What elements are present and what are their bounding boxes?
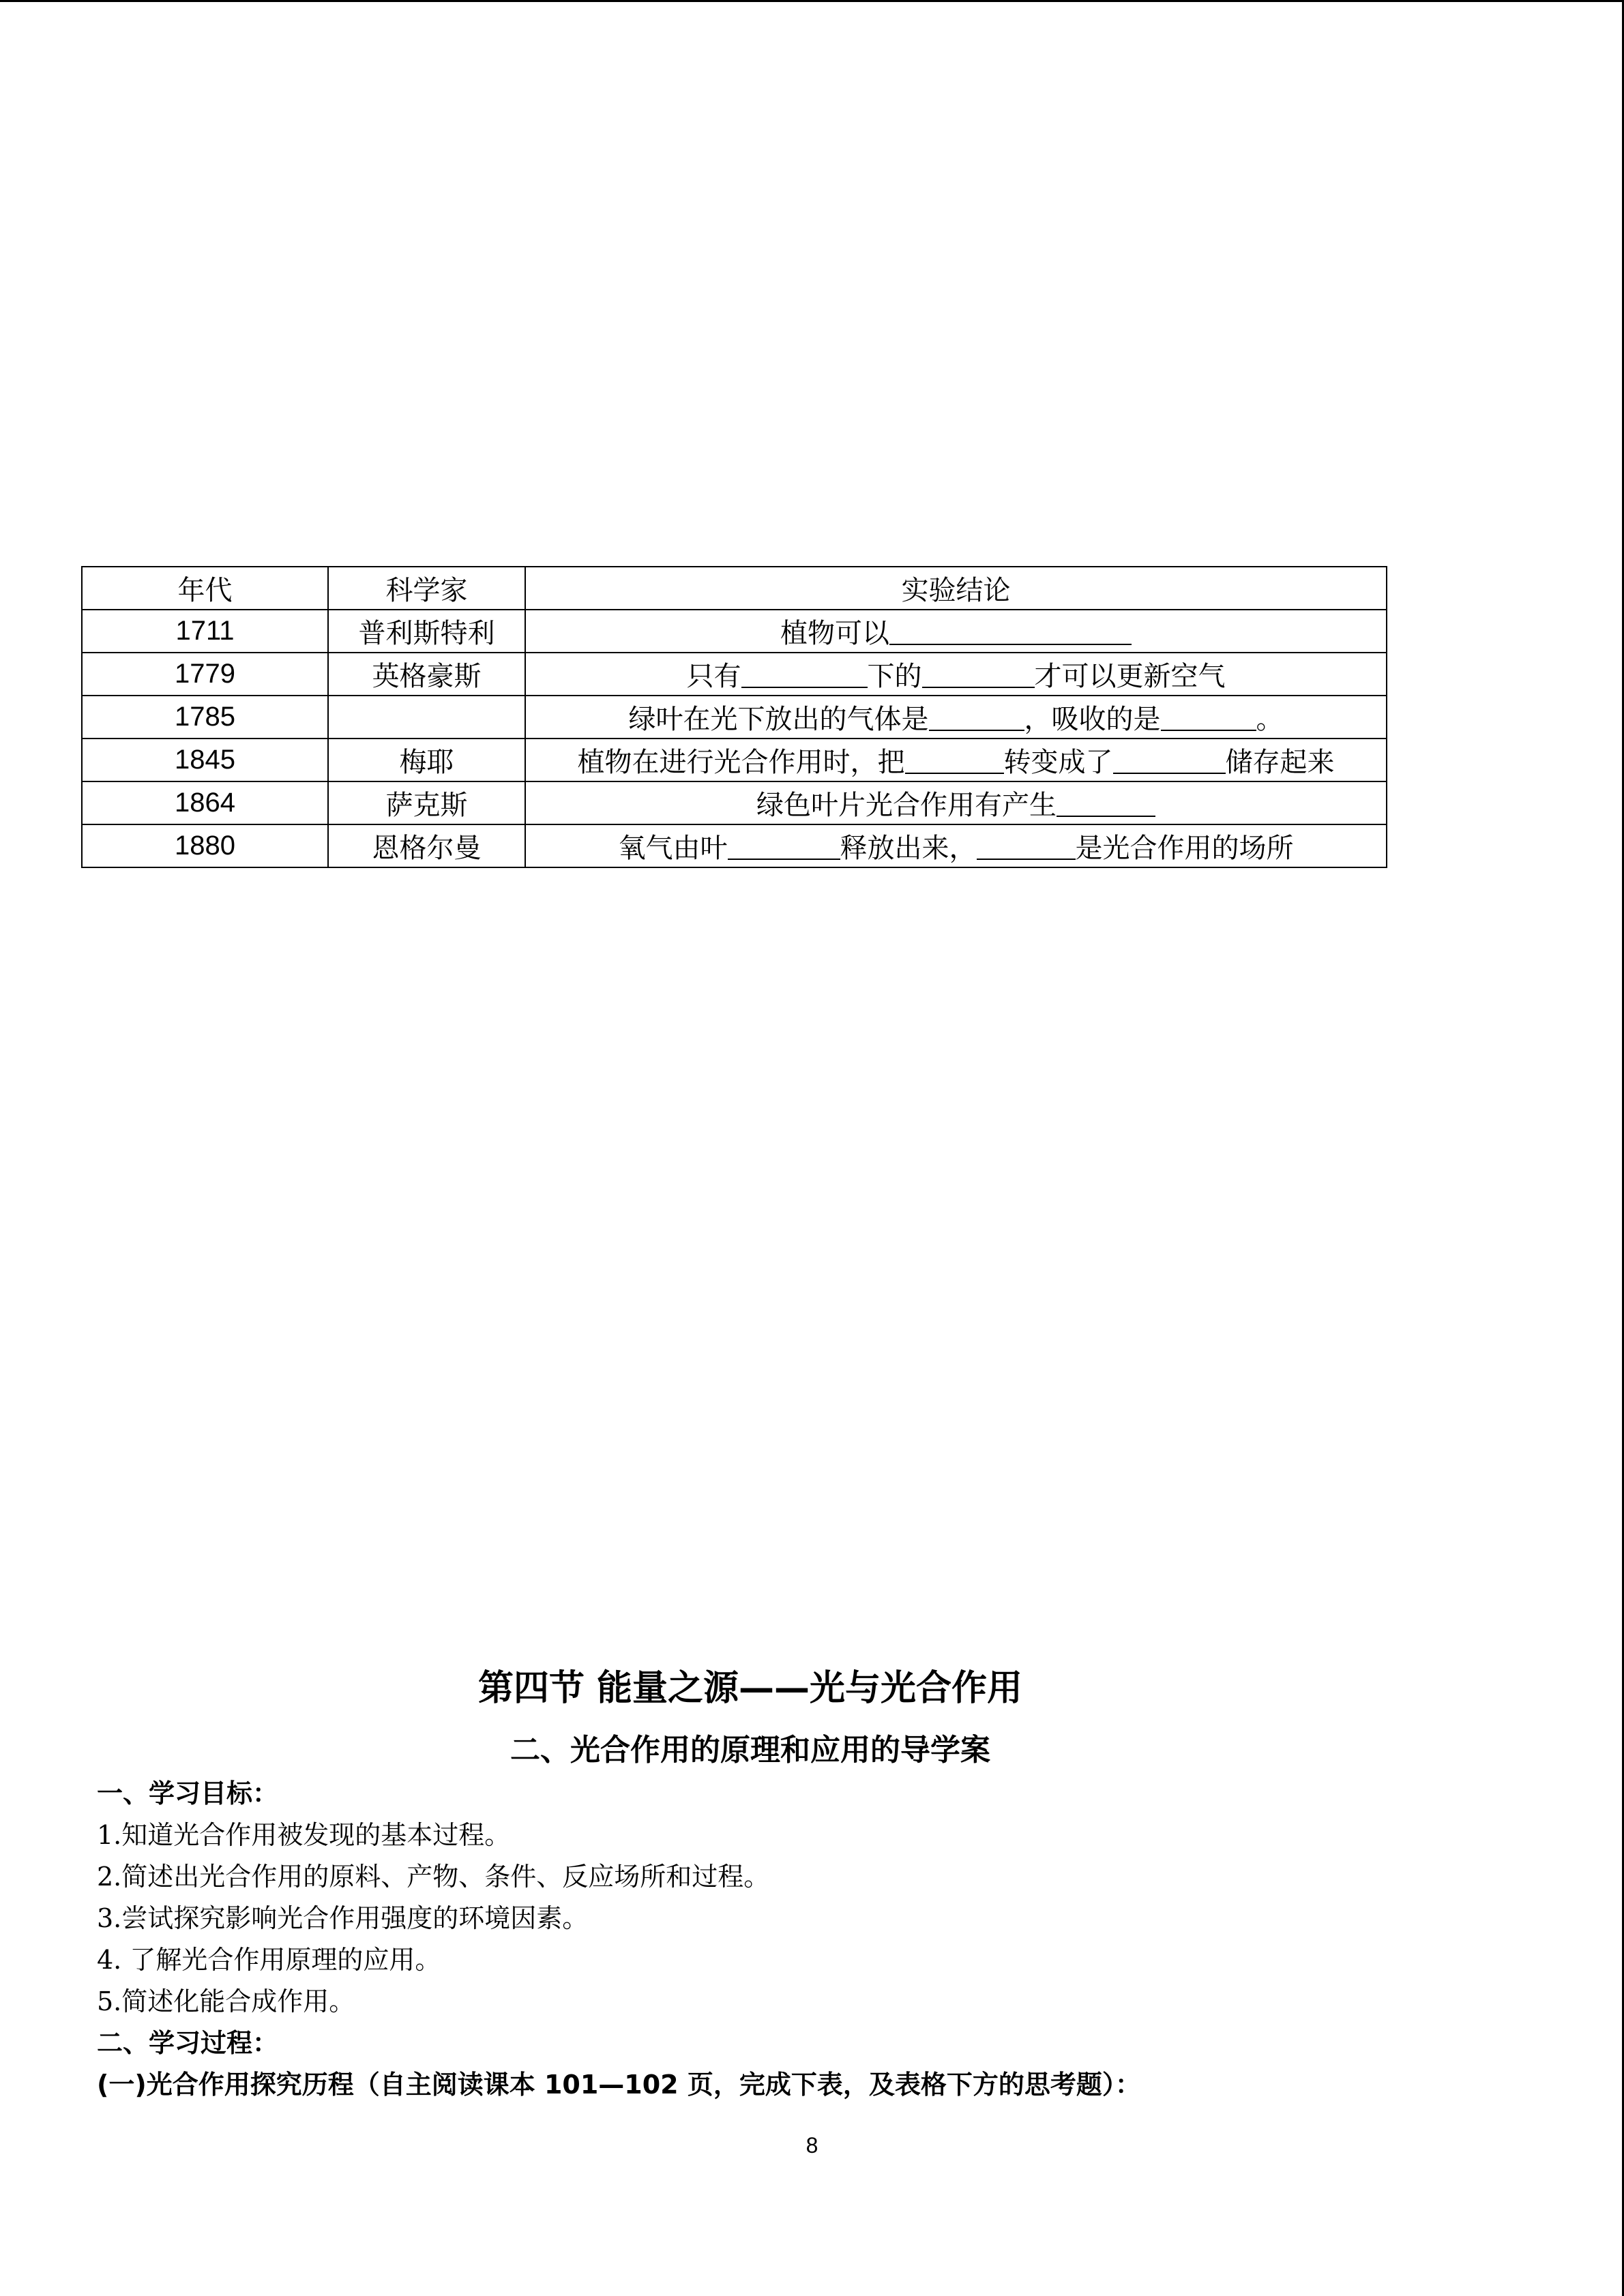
fill-blank[interactable] [1057, 791, 1155, 817]
discovery-history-table [81, 566, 1387, 868]
result-text: 是光合作用的场所 [1075, 833, 1294, 864]
table-row [82, 824, 1387, 867]
result-text: 下的 [867, 661, 922, 692]
year-cell: 1779 [82, 653, 328, 696]
fill-blank[interactable] [889, 619, 1132, 645]
learning-goal-item: 3.尝试探究影响光合作用强度的环境因素。 [97, 1903, 589, 1933]
fill-blank[interactable] [741, 662, 868, 688]
year-cell: 1711 [82, 610, 328, 653]
scientist-cell: 英格豪斯 [328, 653, 525, 696]
fill-blank[interactable] [922, 662, 1035, 688]
study-guide-content [97, 1773, 1529, 2106]
learning-goal-item: 2.简述出光合作用的原料、产物、条件、反应场所和过程。 [97, 1862, 770, 1892]
scientist-cell: 普利斯特利 [328, 610, 525, 653]
fill-blank[interactable] [1113, 748, 1226, 774]
scientist-cell [328, 696, 525, 739]
learning-goal-item: 1.知道光合作用被发现的基本过程。 [97, 1820, 511, 1850]
page-title: 第四节 能量之源——光与光合作用 [477, 1668, 1023, 1709]
learning-goal-item: 4. 了解光合作用原理的应用。 [97, 1945, 441, 1975]
table-header-row [82, 567, 1387, 610]
page-number: 8 [806, 2133, 818, 2158]
learning-goals-heading: 一、学习目标： [97, 1778, 279, 1808]
result-cell [525, 739, 1387, 781]
result-text: 储存起来 [1225, 747, 1335, 778]
result-cell [525, 824, 1387, 867]
result-cell [525, 653, 1387, 696]
header-year: 年代 [82, 567, 328, 610]
table-row [82, 781, 1387, 824]
result-text: 植物在进行光合作用时，把 [577, 747, 905, 778]
result-text: 绿叶在光下放出的气体是 [628, 704, 929, 735]
result-text: 氧气由叶 [618, 833, 728, 864]
result-text: 绿色叶片光合作用有产生 [756, 790, 1057, 821]
page-subtitle: 二、光合作用的原理和应用的导学案 [510, 1733, 990, 1768]
result-text: 植物可以 [780, 618, 889, 649]
scientist-cell: 梅耶 [328, 739, 525, 781]
result-cell [525, 781, 1387, 824]
fill-blank[interactable] [1161, 705, 1256, 731]
result-text: 。 [1256, 704, 1284, 735]
result-text: 释放出来， [840, 833, 977, 864]
result-cell [525, 610, 1387, 653]
table-row [82, 739, 1387, 781]
scientist-cell: 萨克斯 [328, 781, 525, 824]
learning-goal-item: 5.简述化能合成作用。 [97, 1986, 355, 2016]
year-cell: 1880 [82, 824, 328, 867]
table-row [82, 653, 1387, 696]
header-result: 实验结论 [525, 567, 1387, 610]
result-cell [525, 696, 1387, 739]
result-text: ，吸收的是 [1024, 704, 1161, 735]
result-text: 才可以更新空气 [1034, 661, 1226, 692]
year-cell: 1845 [82, 739, 328, 781]
result-text: 只有 [686, 661, 741, 692]
table-row [82, 610, 1387, 653]
year-cell: 1785 [82, 696, 328, 739]
result-text: 转变成了 [1003, 747, 1113, 778]
header-scientist: 科学家 [328, 567, 525, 610]
learning-process-heading: 二、学习过程： [97, 2028, 279, 2058]
fill-blank[interactable] [977, 834, 1076, 860]
top-border-line [0, 0, 1624, 2]
fill-blank[interactable] [905, 748, 1004, 774]
fill-blank[interactable] [728, 834, 840, 860]
table-row [82, 696, 1387, 739]
fill-blank[interactable] [929, 705, 1024, 731]
learning-process-subheading: (一)光合作用探究历程（自主阅读课本 101—102 页，完成下表，及表格下方的思考题）： [97, 2070, 1141, 2100]
year-cell: 1864 [82, 781, 328, 824]
scientist-cell: 恩格尔曼 [328, 824, 525, 867]
